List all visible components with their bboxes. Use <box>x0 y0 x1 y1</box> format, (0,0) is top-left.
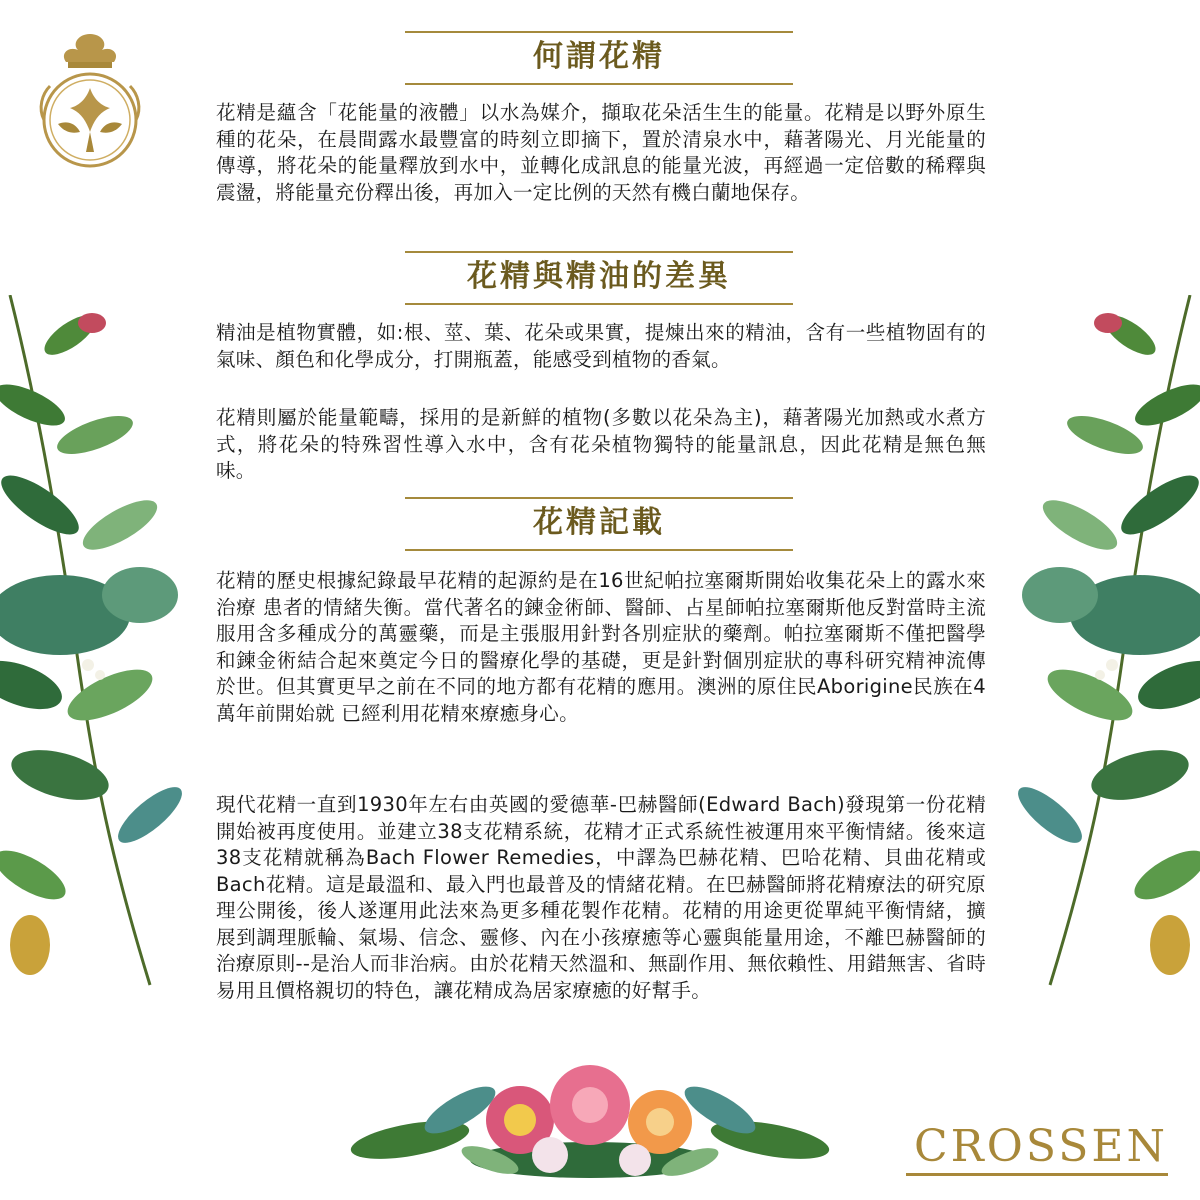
heading-bottom-rule <box>405 549 793 551</box>
section-paragraph: 現代花精一直到1930年左右由英國的愛德華-巴赫醫師(Edward Bach)發現第一份花精開始被再度使用。並建立38支花精系統，花精才正式系統性被運用來平衡情緒。後來這38支花精就稱為Bach Flower Remedies，中譯為巴赫花精、巴哈花精、貝曲花精或Bach花精。這是最溫和、最入門也最普及的情緒花精。在巴赫醫師將花精療法的研究原理公開後，後人遂運用此法來為更多種花製作花精。花精的用途更從單純平衡情緒，擴展到調理脈輪、氣場、信念、靈修、內在小孩療癒等心靈與能量用途，不離巴赫醫師的治療原則--是治人而非治病。由於花精天然溫和、無副作用、無依賴性、用錯無害、省時易用且價格親切的特色，讓花精成為居家療癒的好幫手。 <box>216 793 986 1002</box>
section-heading-text: 花精與精油的差異 <box>467 259 731 294</box>
heading-bottom-rule <box>405 83 793 85</box>
section-heading-text: 何謂花精 <box>533 39 665 74</box>
section-paragraph: 花精是蘊含「花能量的液體」以水為媒介，擷取花朵活生生的能量。花精是以野外原生種的花朵，在晨間露水最豐富的時刻立即摘下，置於清泉水中，藉著陽光、月光能量的傳導，將花朵的能量釋放到水中，並轉化成訊息的能量光波，再經過一定倍數的稀釋與震盪，將能量充份釋出後，再加入一定比例的天然有機白蘭地保存。 <box>216 101 986 204</box>
section-paragraph: 花精的歷史根據紀錄最早花精的起源約是在16世紀帕拉塞爾斯開始收集花朵上的露水來治療 患者的情緒失衡。當代著名的鍊金術師、醫師、占星師帕拉塞爾斯他反對當時主流服用含多種成分的萬靈藥，而是主張服用針對各別症狀的藥劑。帕拉塞爾斯不僅把醫學和鍊金術結合起來奠定今日的醫療化學的基礎，更是針對個別症狀的專科研究精神流傳於世。但其實更早之前在不同的地方都有花精的應用。澳洲的原住民Aborigine民族在4萬年前開始就 已經利用花精來療癒身心。 <box>216 569 986 725</box>
brand-underline <box>906 1173 1168 1176</box>
section-heading-flower-essence-history <box>405 497 793 551</box>
section-heading-what-is-flower-essence <box>405 31 793 85</box>
bottom-floral-bouquet-illustration <box>350 1050 830 1190</box>
section-paragraph: 花精則屬於能量範疇，採用的是新鮮的植物(多數以花朵為主)，藉著陽光加熱或水煮方式，將花朵的特殊習性導入水中，含有花朵植物獨特的能量訊息，因此花精是無色無味。 <box>216 406 986 482</box>
heading-bottom-rule <box>405 303 793 305</box>
left-foliage-illustration <box>0 295 200 995</box>
brand-logo-text: CROSSEN <box>914 1121 1168 1172</box>
right-foliage-illustration <box>1000 295 1200 995</box>
section-heading-essence-vs-essential-oil <box>405 251 793 305</box>
section-paragraph: 精油是植物實體，如:根、莖、葉、花朵或果實，提煉出來的精油，含有一些植物固有的氣味、顏色和化學成分，打開瓶蓋，能感受到植物的香氣。 <box>216 321 986 371</box>
heading-top-rule <box>405 251 793 253</box>
heading-top-rule <box>405 31 793 33</box>
crest-logo-icon <box>28 28 152 168</box>
section-heading-text: 花精記載 <box>533 505 665 540</box>
heading-top-rule <box>405 497 793 499</box>
